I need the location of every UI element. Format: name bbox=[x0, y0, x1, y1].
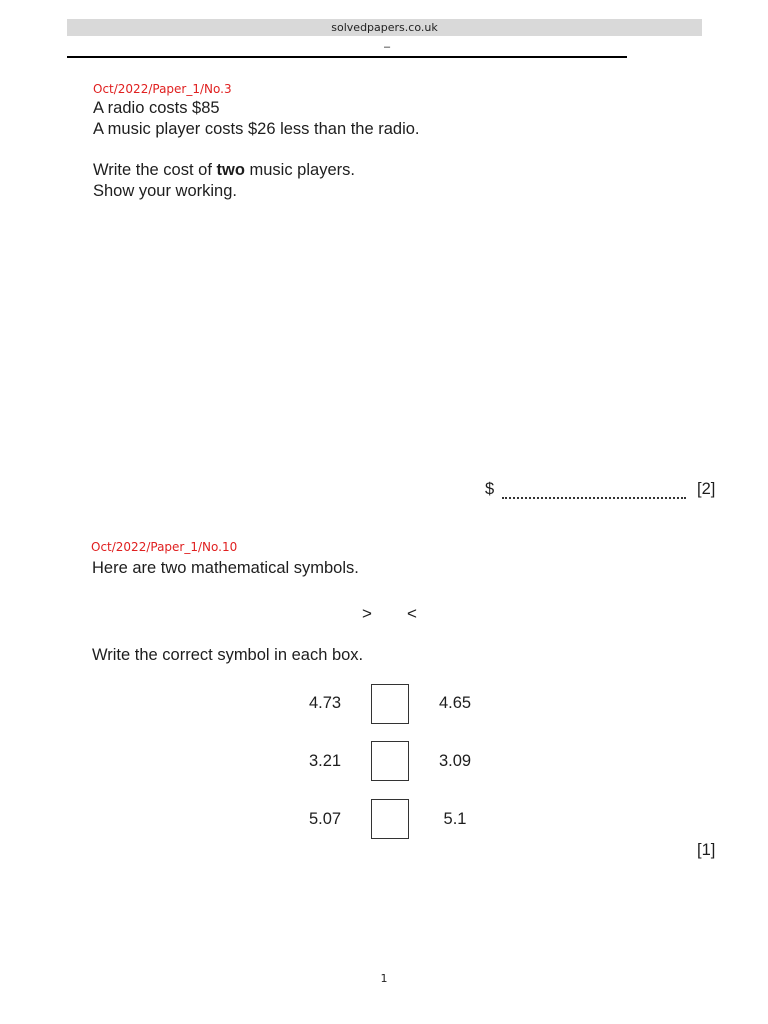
question1-instruction-start: Write the cost of bbox=[93, 161, 217, 179]
less-than-symbol: < bbox=[407, 604, 417, 623]
question1-marks: [2] bbox=[697, 480, 716, 498]
question1-reference: Oct/2022/Paper_1/No.3 bbox=[93, 82, 232, 96]
row2-right-number: 3.09 bbox=[438, 752, 472, 770]
row1-left-number: 4.73 bbox=[308, 694, 342, 712]
question1-line1: A radio costs $85 bbox=[93, 99, 220, 117]
page-number: 1 bbox=[380, 972, 388, 985]
header-site-name: solvedpapers.co.uk bbox=[331, 21, 438, 34]
row2-answer-box[interactable] bbox=[371, 741, 409, 781]
row2-left-number: 3.21 bbox=[308, 752, 342, 770]
question1-instruction-bold: two bbox=[216, 161, 245, 179]
question1-line2: A music player costs $26 less than the radio. bbox=[93, 120, 420, 138]
question1-instruction-end: music players. bbox=[244, 161, 355, 179]
row3-answer-box[interactable] bbox=[371, 799, 409, 839]
question1-answer-prefix: $ bbox=[485, 480, 495, 498]
question1-instruction bbox=[93, 160, 355, 180]
question1-answer-line[interactable] bbox=[502, 497, 686, 499]
question1-working-note: Show your working. bbox=[93, 182, 237, 200]
question2-marks: [1] bbox=[697, 841, 716, 859]
row3-right-number: 5.1 bbox=[443, 810, 467, 828]
question2-intro: Here are two mathematical symbols. bbox=[92, 559, 359, 577]
greater-than-symbol: > bbox=[362, 604, 372, 623]
header-dash: – bbox=[383, 41, 391, 53]
row3-left-number: 5.07 bbox=[308, 810, 342, 828]
header-site-bar bbox=[67, 19, 702, 36]
question2-reference: Oct/2022/Paper_1/No.10 bbox=[91, 540, 238, 554]
question2-instruction: Write the correct symbol in each box. bbox=[92, 646, 364, 664]
row1-answer-box[interactable] bbox=[371, 684, 409, 724]
row1-right-number: 4.65 bbox=[438, 694, 472, 712]
header-rule bbox=[67, 56, 627, 58]
